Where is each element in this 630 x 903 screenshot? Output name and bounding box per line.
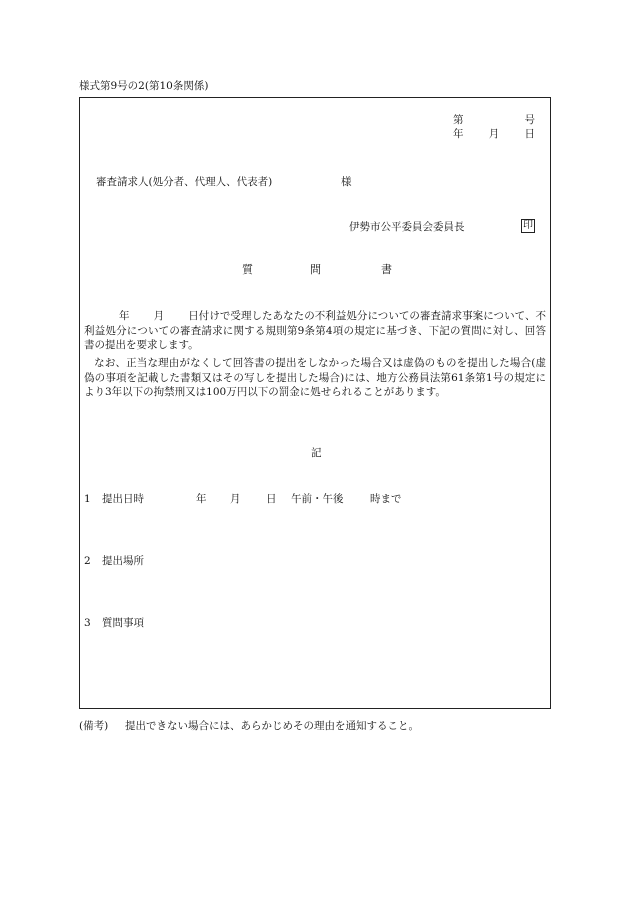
item-1-year: 年 — [196, 493, 207, 505]
seal-mark — [521, 219, 535, 233]
note-text: 提出できない場合には、あらかじめその理由を通知すること。 — [125, 720, 419, 732]
date-day: 日 — [524, 128, 535, 140]
body-paragraph-1 — [84, 309, 546, 353]
form-label: 様式第9号の2(第10条関係) — [79, 80, 209, 92]
date-line — [453, 128, 535, 141]
item-1-day: 日 — [266, 493, 277, 505]
item-1-number: 1 — [84, 493, 91, 505]
item-2-number: 2 — [84, 555, 91, 567]
item-1-ampm: 午前・午後 — [291, 493, 344, 505]
ki-heading: 記 — [311, 447, 322, 459]
body-text-2: なお、正当な理由がなくして回答書の提出をしなかった場合又は虚偽のものを提出した場合(虚偽の事項を記載した書類又はその写しを提出した場合)には、地方公務員法第61条第1号の規定により3年以下の拘禁刑又は100万円以下の罰金に処せられることがあります。 — [84, 357, 546, 398]
title-char-2: 問 — [310, 263, 321, 276]
note-label: (備考) — [79, 720, 109, 732]
item-1-label: 提出日時 — [102, 493, 144, 505]
item-1-until: 時まで — [370, 493, 402, 505]
body-paragraph-2 — [84, 356, 546, 400]
issuer-name: 伊勢市公平委員会委員長 — [349, 221, 465, 233]
item-2-label: 提出場所 — [102, 555, 144, 567]
body-month: 月 — [153, 310, 165, 322]
number-prefix: 第 — [453, 114, 464, 126]
title-char-3: 書 — [381, 263, 392, 276]
title-char-1: 質 — [242, 263, 253, 276]
item-3-number: 3 — [84, 617, 91, 629]
item-3-label: 質問事項 — [102, 617, 144, 629]
number-suffix: 号 — [524, 114, 535, 126]
body-text-1: 日付けで受理したあなたの不利益処分についての審査請求事案について、不利益処分についての審査請求に関する規則第9条第4項の規定に基づき、下記の質問に対し、回答書の提出を要求します。 — [84, 310, 547, 351]
addressee-honorific: 様 — [341, 176, 352, 188]
number-line — [453, 114, 535, 127]
seal-text: 印 — [523, 220, 533, 231]
date-month: 月 — [488, 128, 500, 140]
item-1-month: 月 — [230, 493, 241, 505]
addressee-role: 審査請求人(処分者、代理人、代表者) — [96, 176, 273, 188]
date-year: 年 — [453, 128, 464, 140]
body-year: 年 — [119, 310, 130, 322]
